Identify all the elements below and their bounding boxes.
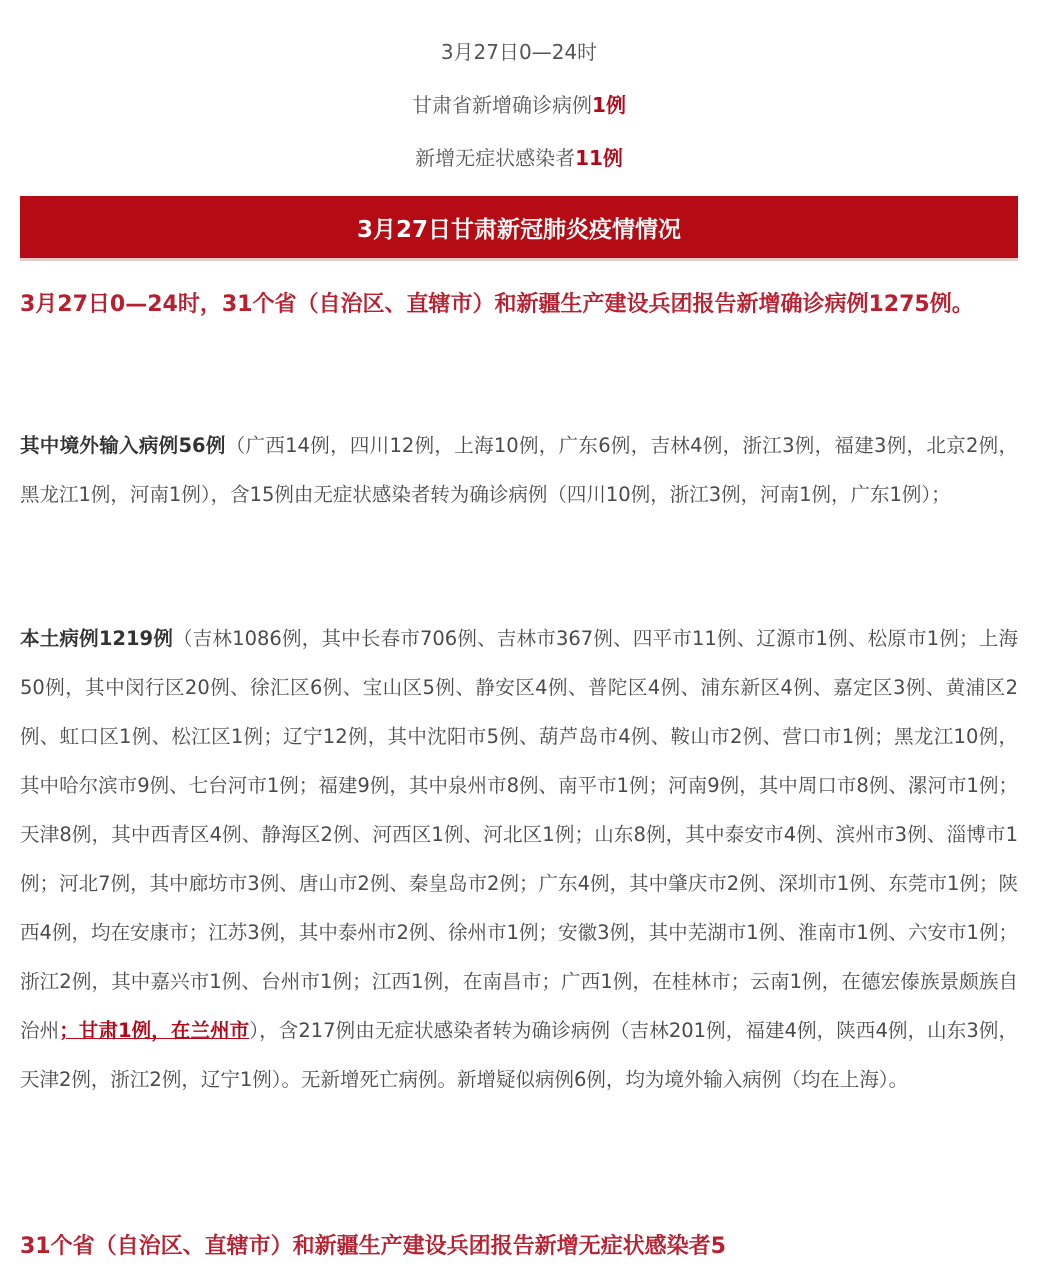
imported-cases-lead: 其中境外输入病例56例 [20, 434, 226, 457]
fade-overlay [800, 1228, 1038, 1272]
asymptomatic-label: 新增无症状感染者 [415, 146, 576, 170]
date-range-line [0, 36, 1038, 65]
asymptomatic-line [0, 142, 1038, 171]
asymptomatic-paragraph: 31个省（自治区、直辖市）和新疆生产建设兵团报告新增无症状感染者5 [20, 1234, 726, 1259]
section-banner [20, 196, 1018, 261]
imported-cases-paragraph [20, 421, 1018, 519]
asymptomatic-count: 11例 [575, 146, 623, 170]
local-cases-detail: （吉林1086例，其中长春市706例、吉林市367例、四平市11例、辽源市1例、松原市1例；上海50例，其中闵行区20例、徐汇区6例、宝山区5例、静安区4例、普陀区4例、浦东新区4例、嘉定区3例、黄浦区2例、虹口区1例、松江区1例；辽宁12例，其中沈阳市5例、葫芦岛市4例、鞍山市2例、营口市1例；黑龙江10例，其中哈尔滨市9例、七台河市1例；福建9例，其中泉州市8例、南平市1例；河南9例，其中周口市8例、漯河市1例；天津8例，其中西青区4例、静海区2例、河西区1例、河北区1例；山东8例，其中泰安市4例、滨州市3例、淄博市1例；河北7例，其中廊坊市3例、唐山市2例、秦皇岛市2例；广东4例，其中肇庆市2例、深圳市1例、东莞市1例；陕西4例，均在安康市；江苏3例，其中泰州市2例、徐州市1例；安徽3例，其中芜湖市1例、淮南市1例、六安市1例；浙江2例，其中嘉兴市1例、台州市1例；江西1例，在南昌市；广西1例，在桂林市；云南1例，在德宏傣族景颇族自治州 [20, 627, 1018, 1042]
gansu-case-link[interactable]: ；甘肃1例，在兰州市 [59, 1019, 250, 1042]
local-cases-lead: 本土病例1219例 [20, 627, 174, 650]
local-cases-paragraph [20, 614, 1018, 1104]
imported-cases-detail: （广西14例，四川12例，上海10例，广东6例，吉林4例，浙江3例，福建3例，北京2例，黑龙江1例，河南1例），含15例由无症状感染者转为确诊病例（四川10例，浙江3例，河南1例，广东1例）； [20, 434, 1018, 506]
confirmed-line [0, 89, 1038, 118]
confirmed-label: 甘肃省新增确诊病例 [412, 93, 593, 117]
confirmed-count: 1例 [592, 93, 626, 117]
banner-title: 3月27日甘肃新冠肺炎疫情情况 [356, 216, 681, 243]
summary-paragraph: 3月27日0—24时，31个省（自治区、直辖市）和新疆生产建设兵团报告新增确诊病例1275例。 [20, 292, 974, 317]
local-cases-tail: ），含217例由无症状感染者转为确诊病例（吉林201例，福建4例，陕西4例，山东3例，天津2例，浙江2例，辽宁1例）。无新增死亡病例。新增疑似病例6例，均为境外输入病例（均在上海）。 [20, 1019, 1018, 1091]
date-range: 3月27日0—24时 [440, 40, 598, 64]
